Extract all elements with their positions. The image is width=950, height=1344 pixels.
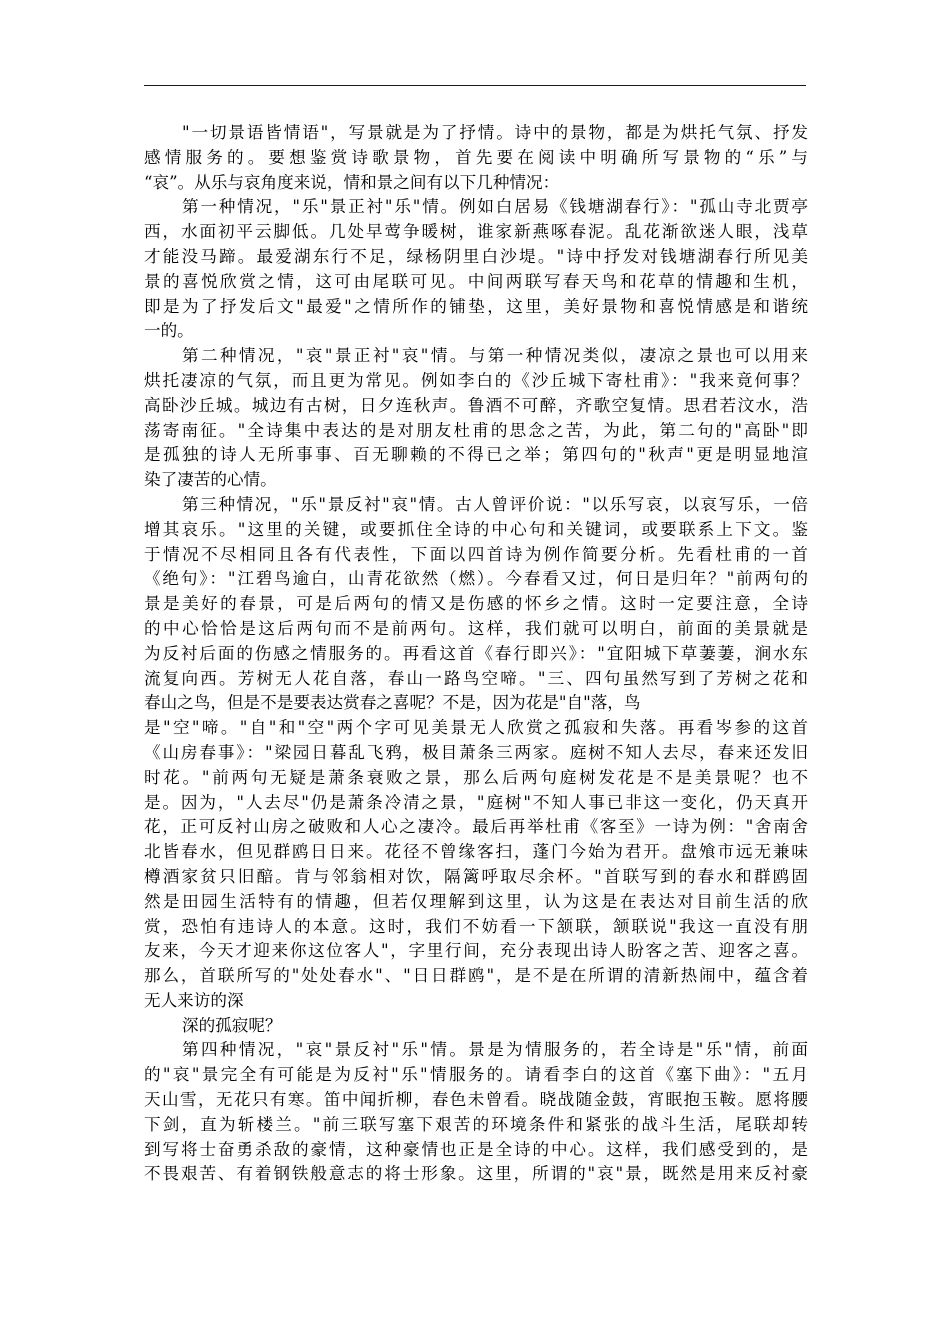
text-line: 西，水面初平云脚低。几处早莺争暖树，谁家新燕啄春泥。乱花渐欲迷人眼，浅草: [144, 222, 808, 242]
text-line: 时花。"前两句无疑是萧条衰败之景，那么后两句庭树发花是不是美景呢？也不: [144, 767, 808, 787]
text-line: 为反衬后面的伤感之情服务的。再看这首《春行即兴》："宜阳城下草萋萋，涧水东: [144, 643, 808, 663]
text-line: 北皆春水，但见群鸥日日来。花径不曾缘客扫，蓬门今始为君开。盘飧市远无兼味: [144, 842, 808, 862]
text-line: 春山之鸟，但是不是要表达赏春之喜呢？不是，因为花是"自"落，鸟: [144, 693, 641, 713]
text-line: 景的喜悦欣赏之情，这可由尾联可见。中间两联写春天鸟和花草的情趣和生机，: [144, 271, 808, 291]
text-line: 景是美好的春景，可是后两句的情又是伤感的怀乡之情。这时一定要注意，全诗: [144, 594, 808, 614]
text-line: 《绝句》："江碧鸟逾白，山青花欲然（燃）。今春看又过，何日是归年？"前两句的: [144, 569, 808, 589]
text-line: 高卧沙丘城。城边有古树，日夕连秋声。鲁酒不可醉，齐歌空复情。思君若汶水，浩: [144, 395, 808, 415]
text-line: 是。因为，"人去尽"仍是萧条冷清之景，"庭树"不知人事已非这一变化，仍天真开: [144, 792, 808, 812]
text-line: 到写将士奋勇杀敌的豪情，这种豪情也正是全诗的中心。这样，我们感受到的，是: [144, 1139, 808, 1159]
text-line: 是"空"啼。"自"和"空"两个字可见美景无人欣赏之孤寂和失落。再看岑参的这首: [144, 718, 808, 738]
text-line: 增其哀乐。"这里的关键，或要抓住全诗的中心句和关键词，或要联系上下文。鉴: [144, 519, 808, 539]
text-line: 第四种情况，"哀"景反衬"乐"情。景是为情服务的，若全诗是"乐"情，前面: [182, 1040, 808, 1060]
text-line: 第一种情况，"乐"景正衬"乐"情。例如白居易《钱塘湖春行》："孤山寺北贾亭: [182, 197, 808, 217]
text-line: 第二种情况，"哀"景正衬"哀"情。与第一种情况类似，凄凉之景也可以用来: [182, 346, 808, 366]
text-line: 是孤独的诗人无所事事、百无聊赖的不得已之举；第四句的"秋声"更是明显地渲: [144, 445, 808, 465]
text-line: 流复向西。芳树无人花自落，春山一路鸟空啼。"三、四句虽然写到了芳树之花和: [144, 668, 808, 688]
text-line: "一切景语皆情语"，写景就是为了抒情。诗中的景物，都是为烘托气氛、抒发: [182, 123, 808, 142]
text-line: 那么，首联所写的"处处春水"、"日日群鸥"，是不是在所谓的清新热闹中，蕴含着: [144, 966, 808, 986]
text-line: 荡寄南征。"全诗集中表达的是对朋友杜甫的思念之苦，为此，第二句的"高卧"即: [144, 420, 808, 440]
text-line: 一的。: [144, 321, 194, 341]
article-body: [144, 121, 808, 1187]
text-line: 下剑，直为斩楼兰。"前三联写塞下艰苦的环境条件和紧张的战斗生活，尾联却转: [144, 1114, 808, 1134]
text-line: 感情服务的。要想鉴赏诗歌景物，首先要在阅读中明确所写景物的“乐”与: [144, 147, 808, 167]
text-line: 才能没马蹄。最爱湖东行不足，绿杨阴里白沙堤。"诗中抒发对钱塘湖春行所见美: [144, 246, 808, 266]
text-line: 花，正可反衬山房之破败和人心之凄冷。最后再举杜甫《客至》一诗为例："舍南舍: [144, 817, 808, 837]
text-line: 赏，恐怕有违诗人的本意。这时，我们不妨看一下颔联，颔联说"我这一直没有朋: [144, 916, 808, 936]
text-line: 樽酒家贫只旧醅。肯与邻翁相对饮，隔篱呼取尽余杯。"首联写到的春水和群鸥固: [144, 866, 808, 886]
text-line: 烘托凄凉的气氛，而且更为常见。例如李白的《沙丘城下寄杜甫》："我来竟何事？: [144, 370, 808, 390]
text-line: 无人来访的深: [144, 990, 244, 1010]
text-line: 于情况不尽相同且各有代表性，下面以四首诗为例作简要分析。先看杜甫的一首: [144, 544, 808, 564]
text-line: 然是田园生活特有的情趣，但若仅理解到这里，认为这是在表达对目前生活的欣: [144, 891, 808, 911]
text-line: 第三种情况，"乐"景反衬"哀"情。古人曾评价说："以乐写哀，以哀写乐，一倍: [182, 494, 808, 514]
text-line: 的"哀"景完全有可能是为反衬"乐"情服务的。请看李白的这首《塞下曲》："五月: [144, 1065, 808, 1085]
header-rule: [144, 85, 806, 86]
text-line: 天山雪，无花只有寒。笛中闻折柳，春色未曾看。晓战随金鼓，宵眠抱玉鞍。愿将腰: [144, 1090, 808, 1110]
text-line: 深的孤寂呢？: [182, 1015, 282, 1035]
text-line: 染了凄苦的心情。: [144, 470, 277, 490]
text-line: 即是为了抒发后文"最爱"之情所作的铺垫，这里，美好景物和喜悦情感是和谐统: [144, 296, 808, 316]
text-line: 《山房春事》："梁园日暮乱飞鸦，极目萧条三两家。庭树不知人去尽，春来还发旧: [144, 742, 808, 762]
text-line: 友来，今天才迎来你这位客人"，字里行间，充分表现出诗人盼客之苦、迎客之喜。: [144, 941, 808, 961]
text-line: 的中心恰恰是这后两句而不是前两句。这样，我们就可以明白，前面的美景就是: [144, 618, 808, 638]
text-line: 不畏艰苦、有着钢铁般意志的将士形象。这里，所谓的"哀"景，既然是用来反衬豪: [144, 1164, 808, 1184]
text-line: “哀”。从乐与哀角度来说，情和景之间有以下几种情况：: [144, 172, 560, 192]
